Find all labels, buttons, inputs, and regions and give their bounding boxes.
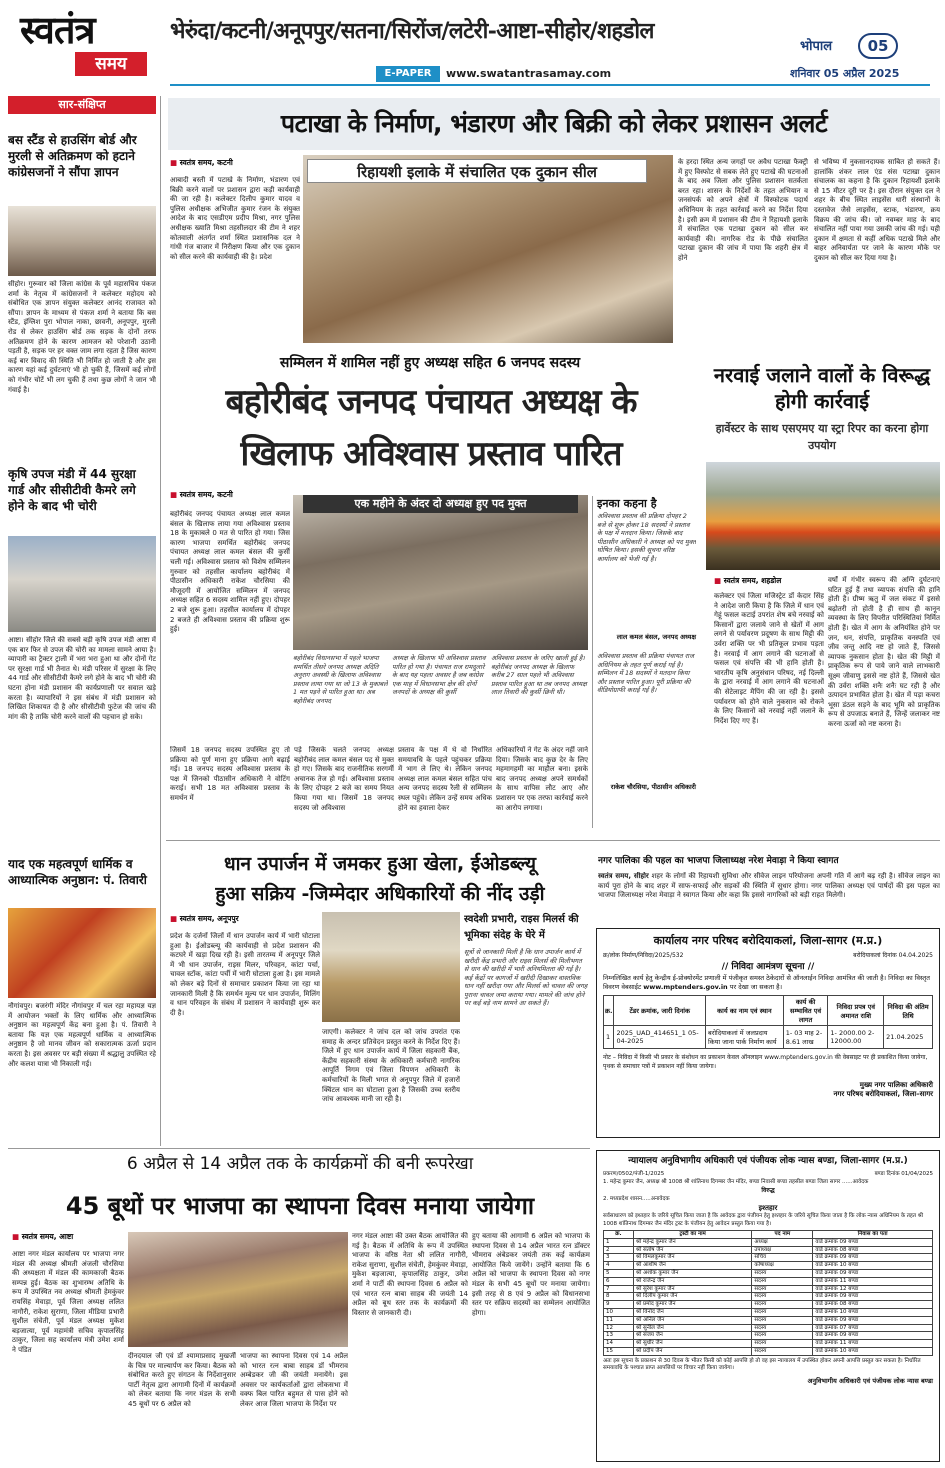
court-td: 6 [604, 1277, 634, 1285]
tender-table-header [604, 996, 933, 1026]
second-story-col-bottom-3: प्रस्ताव के पक्ष में थे वो निर्धारित समयावधि के पहले पहुंचकर प्रक्रिया में भाग ले लिए थे। लेकिन जनपद अध्यक्ष लाल कमल बंसल सहित पांच अन्य जनपद सदस्य रैली से सम्मिलन स्थल पहुंचे। लेकिन उन्हें समय अधिक होने का हवाला देकर [398, 746, 492, 812]
second-story-headline-2: खिलाफ अविश्वास प्रस्ताव पारित [240, 434, 622, 474]
court-td: श्री महेन्द्र कुमार जैन [633, 1238, 751, 1246]
second-story-caption-3: अविश्वास प्रस्ताव के जरिए खाली हुई है। बहोरीबंद जनपद अध्यक्ष के खिलाफ करीब 27 साल पहले भी अविश्वास प्रस्ताव पारित हुआ था तब जनपद अध्यक्ष लाल तिवारी की कुर्सी छिनी थी। [491, 654, 587, 696]
sidebar-story-2-title: कृषि उपज मंडी में 44 सुरक्षा गार्ड और सीसीटीवी कैमरे लगे होने के बाद भी चोरी [8, 467, 136, 513]
masthead-rule [170, 84, 930, 86]
court-td: श्री आशीष जैन [633, 1262, 751, 1270]
sidebar [8, 96, 156, 1146]
court-td: सदस्य [752, 1316, 813, 1324]
website-link[interactable]: www.swatantrasamay.com [446, 67, 612, 80]
court-table-row [604, 1324, 933, 1332]
city-label: भोपाल [800, 39, 833, 54]
court-table-row [604, 1316, 933, 1324]
sidebar-story-3-title: याद एक महत्वपूर्ण धार्मिक व आध्यात्मिक अनुष्ठान: पं. तिवारी [8, 857, 147, 887]
bjp-col-2: दीनदयाल जी एवं डॉ श्यामाप्रसाद मुखर्जी के चित्र पर माल्यार्पण कर किया। बैठक को संबोधित करते हुए संगठन के निर्देशानुसार पार्टी नेतृत्व द्वारा आगामी दिनों में कार्यक्रमों को लेकर बताया कि नगर मंडल के सभी 45 बूथों पर 6 अप्रैल को [128, 1352, 236, 1408]
court-td: वार्ड क्रमांक 10 बण्डा [813, 1308, 933, 1316]
court-td: वार्ड क्रमांक 12 बण्डा [813, 1285, 933, 1293]
sidebar-story-1-photo [8, 206, 156, 276]
paddy-col-2: जाएगी। कलेक्टर ने जांच दल को जांच उपरांत एक समाह के अन्दर प्रतिवेदन प्रस्तुत करने के निर्देश दिए हैं। जिले में हुए धान उपार्जन कार्य में जिला सहकारी बैंक, केंद्रीय सहकारी संस्था के अधिकारी कर्मचारी नागरिक आपूर्ति निगम एवं जिला विपणन अधिकारी के कर्मचारियों के मिली भगत से अनूपपुर जिले में हजारों क्विंटल धान का घोटाला हुआ है जिसकी उच्च स्तरीय जांच आवश्यक मानी जा रही है। [322, 1028, 460, 1104]
tender-ref: क्र/लोक निर्माण/निविदा/2025/532 [603, 952, 684, 959]
tender-td: 21.04.2025 [884, 1026, 933, 1049]
court-td: कोषाध्यक्ष [752, 1262, 813, 1270]
page-number: 05 [858, 33, 898, 59]
court-td: श्री अशोक कुमार जैन [633, 1269, 751, 1277]
logo-top: स्वतंत्र [20, 7, 95, 52]
bjp-dateline: ■ स्वतंत्र समय, आष्टा [12, 1232, 122, 1242]
epaper-badge: E-PAPER [376, 66, 440, 82]
tender-th: निविदा की अंतिम तिथि [884, 996, 933, 1026]
court-td: वार्ड क्रमांक 07 बण्डा [813, 1324, 933, 1332]
court-td: सदस्य [752, 1301, 813, 1309]
court-td: श्री प्रमोद कुमार जैन [633, 1301, 751, 1309]
stubble-headline: नरवाई जलाने वालों के विरूद्ध होगी कार्रवाई [713, 363, 931, 413]
sidebar-story-2-body: आष्टा। सीहोर जिले की सबसे बड़ी कृषि उपज मंडी आष्टा में एक बार फिर से उपज की चोरी का मामला सामने आया है। व्यापारी का ट्रैक्टर ट्राली में भरा भरा हुआ था और दोनों गेट पर सुरक्षा गार्ड भी तैनात थे। मंडी परिसर में सुरक्षा के लिए 44 गार्ड और सीसीटीवी कैमरे लगे होने के बाद भी चोरी की घटना होना मंडी प्रशासन की कार्यप्रणाली पर सवाल खड़े करता है। व्यापारियों ने इस संबंध में मंडी प्रशासन को लिखित शिकायत दी है और सीसीटीवी फुटेज की जांच की मांग की है ताकि चोरी करने वालों की पहचान हो सके। [8, 636, 156, 721]
court-table-row [604, 1254, 933, 1262]
court-td: 3 [604, 1254, 634, 1262]
court-td: सदस्य [752, 1285, 813, 1293]
court-table-row [604, 1262, 933, 1270]
court-table-row [604, 1269, 933, 1277]
court-td: 8 [604, 1293, 634, 1301]
issue-date: शनिवार 05 अप्रैल 2025 [790, 67, 900, 80]
court-table-row [604, 1332, 933, 1340]
court-td: श्री प्रदीप जैन [633, 1347, 751, 1355]
court-td: श्री विनोद जैन [633, 1308, 751, 1316]
tender-th: क्र. [604, 996, 614, 1026]
court-td: सदस्य [752, 1324, 813, 1332]
court-case-row [603, 1170, 933, 1178]
court-td: 5 [604, 1269, 634, 1277]
tender-website[interactable]: www.mptenders.gov.in [643, 983, 728, 991]
court-td: सदस्य [752, 1332, 813, 1340]
court-td: वार्ड क्रमांक 09 बण्डा [813, 1316, 933, 1324]
court-notice-heading: इश्तहार [758, 1204, 778, 1212]
top-story-dateline: ■ स्वतंत्र समय, कटनी [170, 158, 300, 168]
court-td: वार्ड क्रमांक 09 बण्डा [813, 1254, 933, 1262]
court-notice [596, 1150, 940, 1462]
court-td: वार्ड क्रमांक 09 बण्डा [813, 1293, 933, 1301]
second-story-photo-banner: एक महीने के अंदर दो अध्यक्ष हुए पद मुक्त [303, 495, 578, 513]
court-td: वार्ड क्रमांक 10 बण्डा [813, 1262, 933, 1270]
court-td: सदस्य [752, 1277, 813, 1285]
info-box-body-1: अविश्वास प्रस्ताव की प्रक्रिया दोपहर 2 बजे से शुरू होकर 18 सदस्यों ने प्रस्ताव के पक्ष में मतदान किया। जिसके बाद पीठासीन अधिकारी ने अध्यक्ष को पद मुक्त घोषित किया। इसकी सूचना वरिष्ठ कार्यालय को भेजी गई है। [597, 512, 696, 563]
tender-td: बरोदियाकलां में जलप्रदाय किया जाना पार्क निर्माण कार्य [705, 1026, 783, 1049]
second-story-photo [293, 495, 588, 650]
second-story-dateline: ■ स्वतंत्र समय, कटनी [170, 490, 290, 500]
tender-body-post: पर देखा जा सकता है। [729, 983, 783, 991]
court-table-header [604, 1231, 933, 1239]
bjp-col-4: नगर मंडल आष्टा की उक्त बैठक आयोजित की गई है। बैठक में अतिथि के रूप में उपस्थित भाजपा के वरिष्ठ नेता श्री ललित नागौरी, राकेश सुराणा, सुशील संचेती, हेमकुंवर मेवाड़ा, मुकेश बड़जात्या, कृपालसिंह ठाकुर, उमेश शर्मा ने पार्टी की स्थापना दिवस 6 अप्रैल को एवं भारत रत्न बाबा साहब की जयंती 14 अप्रैल को बूथ स्तर तक के कार्यक्रमों की विस्तार से जानकारी दी। [352, 1232, 468, 1317]
tender-note: नोट – निविदा में किसी भी प्रकार के संशोधन का प्रकाशन केवल ऑनलाइन www.mptenders.gov.in की वेबसाइट पर ही प्रकाशित किया जायेगा, पृथक से समाचार पत्रों में प्रकाशन नहीं किया जायेगा। [603, 1054, 928, 1070]
sidebar-divider [160, 96, 161, 1146]
info-box-body-2: अविश्वास प्रस्ताव की प्रक्रिया पंचायत राज अधिनियम के तहत पूर्ण कराई गई है। सम्मिलन में 18 सदस्यों ने मतदान किया और प्रस्ताव पारित हुआ। पूरी प्रक्रिया की वीडियोग्राफी कराई गई है। [597, 652, 694, 694]
court-respondent: 2. मध्यप्रदेश शासन.....अनावेदक [603, 1196, 670, 1202]
second-story-col-1: बहोरीबंद जनपद पंचायत अध्यक्ष लाल कमल बंसल के खिलाफ लाया गया अविश्वास प्रस्ताव 18 के मुकाबले 0 मत से पारित हो गया। जिस कारण भाजपा समर्थित बहोरीबंद जनपद पंचायत अध्यक्ष लाल कमल बंसल की कुर्सी चली गई। अविश्वास प्रस्ताव को विशेष सम्मिलन गुरुवार को तहसील कार्यालय बहोरीबंद में पीठासीन अधिकारी राकेश चौरसिया की मौजूदगी में आयोजित सम्मिलन में जनपद अध्यक्ष सहित 6 सदस्य शामिल नहीं हुए। दोपहर 2 बजे शुरू हुआ। तहसील कार्यालय में दोपहर 2 बजते ही अविश्वास प्रस्ताव की प्रक्रिया शुरू हुई। [170, 510, 290, 634]
court-td: श्री राजेन्द्र जैन [633, 1277, 751, 1285]
districts-strip: भेरुंदा/कटनी/अनूपपुर/सतना/सिरोंज/लटेरी-आष्टा-सीहोर/शहडोल [170, 18, 654, 44]
court-td: 4 [604, 1262, 634, 1270]
municipal-dateline: स्वतंत्र समय, सीहोर [598, 872, 649, 880]
paddy-headline-2: हुआ सक्रिय -जिम्मेदार अधिकारियों की नींद उड़ी [215, 883, 545, 905]
court-td: 1 [604, 1238, 634, 1246]
court-table-row [604, 1301, 933, 1309]
court-td: सदस्य [752, 1308, 813, 1316]
top-story-col-2: के हरदा स्थित अन्य जगहों पर अवैध पटाखा फैक्ट्री में हुए विस्फोट से सबक लेते हुए पटाखे की घटनाओं के बाद अब जिला और पुलिस प्रशासन सतर्कता बरत रहा। शासन के निर्देशों के तहत अभियान व जनसंपर्क को अपने क्षेत्रों में विस्फोटक पदार्थ अधिनियम के तहत कार्रवाई करने का निर्देश दिया है। इसी क्रम में प्रशासन की टीम ने रिहायशी इलाके में संचालित एक पटाखा दुकान को सील कर कार्यवाही की। नागरिक रोड के पीछे संचालित पटाखा दुकान की जांच में पाया कि शहरी क्षेत्र में होने [678, 158, 808, 262]
court-td: 12 [604, 1324, 634, 1332]
court-td: 10 [604, 1308, 634, 1316]
municipal-text: शहर के लोगों की रिहायशी सुविधा और सीवेज लाइन परियोजना अपनी गति में आगे बढ़ रही है। सीवेज लाइन का कार्य पूरा होने के बाद शहर में साफ-सफाई और सड़कों की स्थिति में सुधार होगा। नगर पालिका अध्यक्ष एवं पार्षदों की इस पहल का भाजपा जिलाध्यक्ष नरेश मेवाड़ा ने स्वागत किया और कहा कि इससे नागरिकों को बड़ी राहत मिलेगी। [598, 872, 940, 900]
bjp-col-1: आष्टा नगर मंडल कार्यालय पर भाजपा नगर मंडल की अध्यक्ष श्रीमती अंजली चौरसिया की अध्यक्षता में मंडल की कामकाजी बैठक सम्पन्न हुई। बैठक का शुभारम्भ अतिथि के रूप में उपस्थित नव अध्यक्ष श्रीमती हेमकुंवर रायसिंह मेवाड़ा, पूर्व जिला अध्यक्ष ललित नागौरी, राकेश सुराणा, जिला मीडिया प्रभारी सुशील संचेती, पूर्व मंडल अध्यक्ष मुकेश बड़जात्या, पूर्व महामंत्री सचिव कृपालसिंह ठाकुर, जिला सह कार्यालय मंत्री उमेश शर्मा ने पंडित [12, 1250, 124, 1354]
tender-table [603, 995, 933, 1049]
court-date: बण्डा दिनांक 01/04/2025 [874, 1171, 933, 1177]
court-td: 9 [604, 1301, 634, 1309]
top-story-col-3: से भविष्य में नुकसानदायक साबित हो सकते हैं। हालांकि शंकर लाल एंड संस पटाखा दुकान संचालक का कहना है कि दुकान रिहायशी इलाके से 15 मीटर दूरी पर है। इस दौरान संयुक्त दल ने शहर के बीच स्थित लाइसेंस धारी संस्थानों के दस्तावेज जैसे लाइसेंस, स्टाक, भंडारण, क्रय विक्रय की जांच की। जो नवम्बर माह के बाद संचालित नहीं पाया गया उसकी जांच की गई। यही दुकान में क्षमता से कहीं अधिक पटाखे मिले और बाहर अनिवार्यता पर जाने के कारण मौके पर दुकान को सील कर दिया गया है। [814, 158, 940, 262]
tender-sign-1: मुख्य नगर पालिका अधिकारी [859, 1081, 933, 1089]
tender-td: 2025_UAD_414651_1 05-04-2025 [614, 1026, 706, 1049]
top-story-photo [303, 155, 673, 343]
court-td: श्री सुरेश कुमार जैन [633, 1285, 751, 1293]
tender-td: 1- 2000.00 2- 12000.00 [828, 1026, 884, 1049]
court-table-row [604, 1285, 933, 1293]
second-story-info-box [592, 496, 696, 828]
court-td: 7 [604, 1285, 634, 1293]
paddy-side-title: स्वदेशी प्रभारी, राइस मिलर्स की भूमिका संदेह के घेरे में [464, 914, 579, 941]
paddy-side-body: सूत्रों से जानकारी मिली है कि धान उपार्जन कार्य में खरीदी केंद्र प्रभारी और राइस मिलर्स की मिलीभगत से धान की खरीदी में भारी अनियमितता की गई है। कई केंद्रों पर कागजों में खरीदी दिखाकर वास्तविक धान नहीं खरीदा गया और मिलर्स को चावल की जगह पुराना चावल जमा कराया गया। मामले की जांच होने पर कई बड़े नाम सामने आ सकते हैं। [464, 948, 588, 1007]
tender-table-row [604, 1026, 933, 1049]
mid-rule [166, 840, 940, 841]
second-story-caption-2: अध्यक्ष के खिलाफ भी अविश्वास प्रस्ताव पारित हो गया है। पंचायत राज रामदुलारे के बाद यह पहला अवसर है जब कांग्रेस एक माह में विधानसभा क्षेत्र की दोनों जनपदों के अध्यक्ष की कुर्सी [392, 654, 486, 696]
second-story-col-bottom-4: अधिकारियों ने गेट के अंदर नहीं जाने दिया। जिसके बाद कुछ देर के लिए महमागहमी का माहौल बना। इसके बाद जनपद अध्यक्ष अपने समर्थकों के साथ वापिस लौट आए और प्रशासन पर एक तरफा कार्रवाई करने का आरोप लगाया। [496, 746, 588, 812]
tender-title: कार्यालय नगर परिषद बरोदियाकलां, जिला-सागर (म.प्र.) [653, 934, 883, 947]
court-td: श्री विमलकुमार जैन [633, 1254, 751, 1262]
court-table-row [604, 1238, 933, 1246]
tender-sign-2: नगर परिषद बरोदियाकलां, जिला–सागर [833, 1090, 933, 1098]
court-table [603, 1230, 933, 1356]
second-story-caption-1: बहोरीबंद विधानसभा में पहले भाजपा समर्थित तीसरे जनपद अध्यक्ष अदिति अनुराग अवस्थी के खिलाफ अविश्वास प्रस्ताव लाया गया था जो 13 के मुकाबले 1 मत पड़ने से पारित हुआ था। अब बहोरीबंद जनपद [293, 654, 388, 705]
court-td: वार्ड क्रमांक 09 बण्डा [813, 1269, 933, 1277]
court-td: श्री अनिल जैन [633, 1316, 751, 1324]
court-td: उपाध्यक्ष [752, 1246, 813, 1254]
paddy-photo [322, 912, 460, 1022]
stubble-col-2: वर्षों में गंभीर स्वरूप की अग्नि दुर्घटनाएं घटित हुई हैं तथा व्यापक संपत्ति की हानि होती है। ग्रीष्म ऋतु में जल संकट में इससे बढ़ोतरी तो होती है ही साथ ही कानून व्यवस्था के लिए विपरीत परिस्थितियां निर्मित होती हैं। खेत में आग के अनियंत्रित होने पर जन, धन, संपत्ति, प्राकृतिक वनस्पति एवं जीव जन्तु आदि नष्ट हो जाते हैं, जिससे व्यापक नुकसान होता है। खेत की मिट्टी में प्राकृतिक रूप से पाये जाने वाले लाभकारी सूक्ष्म जीवाणु इससे नष्ट होते हैं, जिससे खेत की उर्वरा शक्ति शनैः शनैः घट रही है और उत्पादन प्रभावित होता है। खेत में पड़ा कचरा भूसा डंठल सड़ने के बाद भूमि को प्राकृतिक रूप से उपजाऊ बनाते हैं, जिन्हें जलाकर नष्ट करना ऊर्जा को नष्ट करना है। [828, 576, 940, 728]
court-th: ट्रस्टी का नाम [633, 1231, 751, 1239]
court-td: सदस्य [752, 1269, 813, 1277]
second-story-col-bottom-1: जिसमें 18 जनपद सदस्य उपस्थित हुए तो प्रक्रिया को पूर्ण माना हुए प्रक्रिया आगे बढ़ाई गई। 18 जनपद सदस्य अविश्वास प्रस्ताव के पक्ष में जिनको पीठासीन अधिकारी ने वोटिंग कराई। सभी 18 मत अविश्वास प्रस्ताव के समर्थन में [170, 746, 290, 802]
court-td: श्री संजय जैन [633, 1332, 751, 1340]
paddy-headline-1: धान उपार्जन में जमकर हुआ खेला, ईओडब्ल्यू [223, 853, 537, 875]
second-story-headline-1: बहोरीबंद जनपद पंचायत अध्यक्ष के [225, 382, 637, 422]
tender-notice-heading: // निविदा आमंत्रण सूचना // [721, 962, 815, 972]
stubble-photo [706, 462, 940, 570]
court-table-row [604, 1347, 933, 1355]
municipal-body [598, 872, 940, 924]
stubble-subhead: हार्वेस्टर के साथ एसएमए या स्ट्रा रिपर का करना होगा उपयोग [715, 422, 929, 452]
court-table-row [604, 1246, 933, 1254]
tender-ref-date: बरोदियाकलां दिनांक 04.04.2025 [853, 952, 933, 959]
court-td: 13 [604, 1332, 634, 1340]
court-table-row [604, 1340, 933, 1348]
masthead [0, 0, 945, 90]
logo [20, 8, 155, 86]
court-case: प्रकरण/0502/पंजी-1/2025 [603, 1171, 665, 1177]
sidebar-header: सार-संक्षिप्त [8, 96, 156, 114]
tender-body [603, 974, 933, 992]
tender-th: कार्य की सम्भावित एवं लागत [783, 996, 828, 1026]
info-box-title: इनका कहना है [597, 497, 657, 510]
court-body: सर्वसाधारण को इश्तहार के जरिये सूचित किया जाता है कि आवेदक द्वारा पंजीयन हेतु इश्तहार के जरिये सूचित किया जाता है कि लोक न्यास अधिनियम के तहत श्री 1008 शांतिनाथ दिगम्बर जैन मंदिर ट्रस्ट के पंजीयन हेतु आवेदन प्रस्तुत किया गया है। [603, 1213, 924, 1227]
sidebar-story-1-title: बस स्टैंड से हाउसिंग बोर्ड और मुरली से अतिक्रमण को हटाने कांग्रेसजनों ने सौंपा ज्ञापन [8, 133, 137, 179]
court-table-row [604, 1308, 933, 1316]
court-th: निवास का पता [813, 1231, 933, 1239]
tender-body-pre: निम्नलिखित कार्य हेतु केन्द्रीय ई-प्रोक्योरमेंट प्रणाली में पंजीकृत समस्त ठेकेदारों से ऑनलाईन निविदा आमंत्रित की जाती है। निविदा का विस्तृत विवरण वेबसाईट [603, 974, 930, 991]
sidebar-story-3-body: नौगांवपुर। बजरंगी मंदिर नौगांवपुर में चल रहा महायज्ञ यज्ञ में आयोजन भक्तों के लिए धार्मिक और आध्यात्मिक अनुष्ठान का महत्वपूर्ण केंद्र बना हुआ है। पं. तिवारी ने बताया कि यज्ञ एक महत्वपूर्ण धार्मिक व आध्यात्मिक अनुष्ठान है जो मानव जीवन को सकारात्मक ऊर्जा प्रदान करता है। इस अवसर पर बड़ी संख्या में श्रद्धालु उपस्थित रहे और कलश यात्रा भी निकाली गई। [8, 1002, 156, 1068]
court-td: श्री दिलीप कुमार जैन [633, 1293, 751, 1301]
sidebar-story-1-body: सीहोर। गुरूवार को जिला कांग्रेस के पूर्व महासचिव पंकज शर्मा के नेतृत्व में कांग्रेसजनों ने कलेक्टर महोदय को संबोधित एक ज्ञापन संयुक्त कलेक्टर आनंद राजावत को सौंपा। ज्ञापन के माध्यम से पंकज शर्मा ने बताया कि बस स्टैंड, इंग्लिश पुरा भोपाल नाका, छावनी, अनूपपुर, मुरली रोड से लेकर हाउसिंग बोर्ड तक सड़क के दोनों तरफ अतिक्रमण होने के कारण आमजन को परेशानी उठानी पड़ती है, सड़क पर हर वक्त जाम लगा रहता है जिस कारण कई बार विवाद की स्थिति भी निर्मित हो जाती है और इस कारण यहां कई दुर्घटनाएं भी हो चुकी हैं, जिसमें कई लोगों को गंभीर चोटें भी लग चुकी हैं तथा कुछ लोगों ने जान भी गंवाई है। [8, 280, 156, 394]
second-story-col-bottom-2: पड़े जिसके चलते जनपद अध्यक्ष बहोरीबंद लाल कमल बंसल पद से मुक्त हो गए। जिसके बाद राजनीतिक सरगर्मी अचानक तेज हो गई। अविश्वास प्रस्ताव के लिए दोपहर 2 बजे का समय नियत किया गया था। जिसमें 18 जनपद सदस्य जो अविश्वास [294, 746, 394, 812]
bjp-col-3: भाजपा का स्थापना दिवस एवं 14 अप्रैल को भारत रत्न बाबा साहब डॉ भीमराव अम्बेडकर जी की जयंती मनायेंगे। इस अवसर पर कार्यकर्ताओं द्वारा लोकसभा में वक्फ बिल पारित बहुमत से पास होने को लेकर आज जिला भाजपा के निर्देश पर [240, 1352, 348, 1408]
court-title: न्यायालय अनुविभागीय अधिकारी एवं पंजीयक लोक न्यास बण्डा, जिला-सागर (म.प्र.) [628, 1156, 908, 1166]
court-td: वार्ड क्रमांक 11 बण्डा [813, 1340, 933, 1348]
court-td: सदस्य [752, 1293, 813, 1301]
court-td: श्री सुधीर जैन [633, 1340, 751, 1348]
court-vs: विरुद्ध [761, 1187, 775, 1194]
court-td: सदस्य [752, 1340, 813, 1348]
second-story-kicker: सम्मिलन में शामिल नहीं हुए अध्यक्ष सहित 6 जनपद सदस्य [279, 355, 581, 371]
logo-bottom: समय [75, 52, 147, 76]
court-td: वार्ड क्रमांक 09 बण्डा [813, 1238, 933, 1246]
court-td: वार्ड क्रमांक 09 बण्डा [813, 1332, 933, 1340]
court-sign: अनुविभागीय अधिकारी एवं पंजीयक लोक न्यास बण्डा [807, 1376, 933, 1385]
court-td: श्री सुनील जैन [633, 1324, 751, 1332]
court-td: सदस्य [752, 1347, 813, 1355]
tender-th: कार्य का नाम एवं स्थान [705, 996, 783, 1026]
stubble-col-1: कलेक्टर एवं जिला मजिस्ट्रेट डॉ केदार सिंह ने आदेश जारी किया है कि जिले में धान एवं गेहूं फसल कटाई उपरांत शेष बचे नरवाई को किसानों द्वारा जलाये जाने से खेतों में आग लगने से पर्यावरण प्रदूषण के साथ मिट्टी की उर्वरा शक्ति पर भी प्रतिकूल प्रभाव पड़ता है। नरवाई में आग लगाने की घटनाओं से फसल एवं संपत्ति की भी हानि होती है। भारतीय कृषि अनुसंधान परिषद, नई दिल्ली के द्वारा नरवाई में आग लगाने की घटनाओं की सेटेलाइट मैपिंग की जा रही है। इससे पर्यावरण को होने वाले नुकसान को रोकने के लिए किसानों को नरवाई नहीं जलाने के निर्देश दिए गए हैं। [714, 592, 824, 725]
sidebar-story-2-photo [8, 536, 156, 632]
court-table-body [604, 1238, 933, 1355]
bjp-headline: 45 बूथों पर भाजपा का स्थापना दिवस मनाया जायेगा [65, 1192, 535, 1220]
court-td: वार्ड क्रमांक 08 बण्डा [813, 1246, 933, 1254]
court-td: 11 [604, 1316, 634, 1324]
paddy-col-1: प्रदेश के दर्जनों जिलों में धान उपार्जन कार्य में भारी घोटाला हुआ है। ईओडब्ल्यू की कार्यवाही से प्रदेश प्रशासन की कटघरे में खड़ा दिख रही है। इसी तारतम्य में अनूपपुर जिले में भी धान उपार्जन, राइस मिलर, परिवहन, कांटा पर्चा, चावल स्टॉक, कांटा पर्ची में भारी घोटाला हुआ है। इस मामले को लेकर बड़े दिनों से समाचार प्रकाशन किया जा रहा था जानकारी मिली है कि समर्थन मूल्य पर धान उपार्जन, मिलिंग व धान परिवहन के संबंध में प्रशासन ने कार्यवाही शुरू कर दी है। [170, 932, 320, 1017]
bjp-photo [128, 1232, 348, 1347]
sidebar-story-3-photo [8, 908, 156, 998]
court-footer: अतः इस सूचना के प्रकाशन से 30 दिवस के भीतर किसी को कोई आपत्ति हो तो वह इस न्यायालय में उपस्थित होकर अपनी आपत्ति प्रस्तुत कर सकता है। निर्धारित समयावधि के पश्चात प्राप्त आपत्तियों पर विचार नहीं किया जायेगा। [603, 1357, 921, 1372]
tender-ref-row [603, 951, 933, 961]
stubble-dateline: ■ स्वतंत्र समय, शहडोल [714, 576, 824, 586]
court-td: 2 [604, 1246, 634, 1254]
court-td: वार्ड क्रमांक 08 बण्डा [813, 1301, 933, 1309]
paddy-dateline: ■ स्वतंत्र समय, अनूपपुर [170, 914, 320, 924]
tender-td: 1- 03 माह 2- 8.61 लाख [783, 1026, 828, 1049]
court-td: श्री संतोष जैन [633, 1246, 751, 1254]
court-applicant: 1. महेन्द्र कुमार जैन, अध्यक्ष श्री 1008 श्री शांतिनाथ दिगम्बर जैन मंदिर, बण्डा निवासी बण्डा तहसील बण्डा जिला सागर ......आवेदक [603, 1179, 869, 1185]
tender-notice [596, 928, 940, 1138]
tender-th: निविदा प्रपत्र एवं अमानत राशि [828, 996, 884, 1026]
bjp-kicker: 6 अप्रैल से 14 अप्रैल तक के कार्यक्रमों की बनी रूपरेखा [126, 1154, 474, 1174]
court-td: अध्यक्ष [752, 1238, 813, 1246]
court-th: क्र. [604, 1231, 634, 1239]
info-box-signature-2: राकेश चौरसिया, पीठासीन अधिकारी [610, 783, 696, 791]
lower-rule [8, 1148, 590, 1149]
top-story-headline: पटाखा के निर्माण, भंडारण और बिक्री को लेकर प्रशासन अलर्ट [168, 98, 940, 150]
top-story-col-1: आबादी बस्ती में पटाखे के निर्माण, भंडारण एवं बिक्री करने वालों पर प्रशासन द्वारा कड़ी कार्यवाही की जा रही है। कलेक्टर दिलीप कुमार यादव व पुलिस अधीक्षक अभिजीत कुमार रंजन के संयुक्त आदेश के बाद एसडीएम प्रदीप मिश्रा, नगर पुलिस अधीक्षक ख्याति मिश्रा तहसीलदार की टीम ने शहर कोतवाली अंतर्गत शर्मा स्थित प्रशासनिक दल ने गांधी गंज बाजार में निरीक्षण किया और एक दुकान को सील करने की कार्यवाही की है। प्रदेश [170, 176, 300, 261]
court-th: पद नाम [752, 1231, 813, 1239]
court-td: 14 [604, 1340, 634, 1348]
tender-th: टेंडर क्रमांक, जारी दिनांक [614, 996, 706, 1026]
court-table-row [604, 1277, 933, 1285]
court-td: सचिव [752, 1254, 813, 1262]
top-story-photo-banner: रिहायशी इलाके में संचालित एक दुकान सील [307, 159, 647, 183]
court-table-row [604, 1293, 933, 1301]
bjp-col-5: हुए बताया की आगामी 6 अप्रैल को भाजपा के स्थापना दिवस से 14 अप्रैल भारत रत्न डॉक्टर भीमराव अंबेडकर जयंती तक कई कार्यक्रम आयोजित किये जायेंगे। उन्होंने बताया कि 6 अप्रैल को भाजपा के स्थापना दिवस को नगर मंडल के सभी 45 बूथों पर मनाया जायेगा। इसी तरह से 8 एवं 9 अप्रैल को विधानसभा स्तर पर सक्रिय सदस्यों का सम्मेलन आयोजित होगा। [472, 1232, 590, 1317]
court-td: 15 [604, 1347, 634, 1355]
municipal-headline: नगर पालिका की पहल का भाजपा जिलाध्यक्ष नरेश मेवाड़ा ने किया स्वागत [598, 856, 839, 866]
court-td: वार्ड क्रमांक 11 बण्डा [813, 1277, 933, 1285]
court-td: वार्ड क्रमांक 10 बण्डा [813, 1347, 933, 1355]
tender-td: 1 [604, 1026, 614, 1049]
info-box-signature-1: लाल कमल बंसल, जनपद अध्यक्ष [616, 633, 696, 641]
